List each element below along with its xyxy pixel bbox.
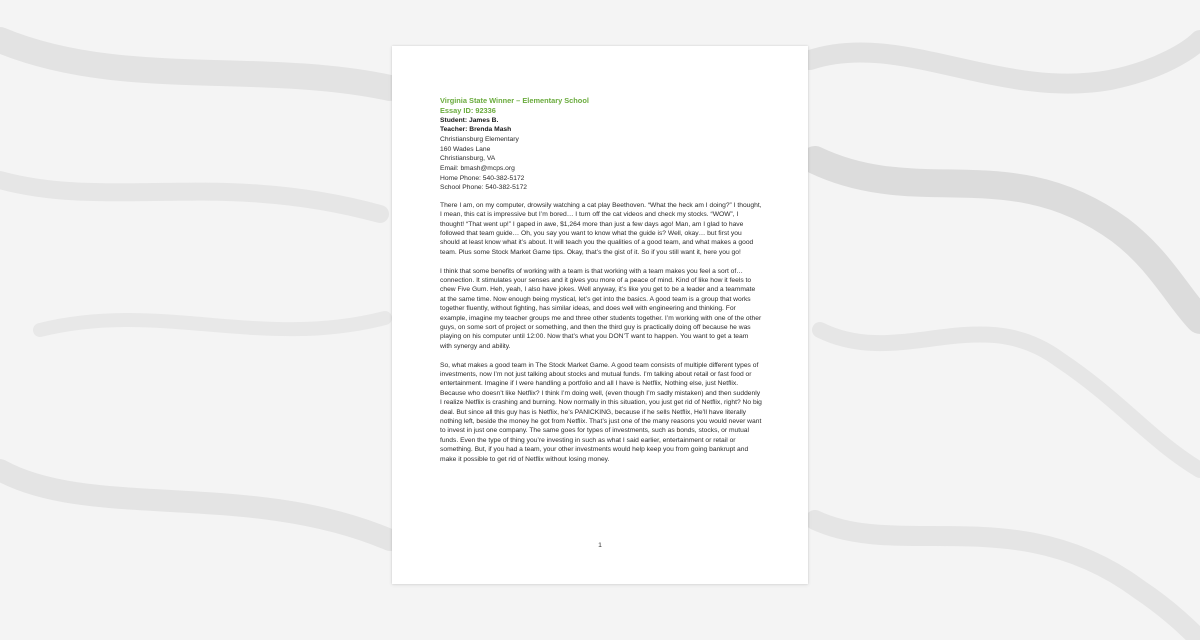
student-name: Student: James B.	[440, 116, 499, 124]
home-phone: Home Phone: 540-382-5172	[440, 174, 525, 182]
address-city: Christiansburg, VA	[440, 155, 496, 163]
page-number: 1	[598, 542, 602, 549]
document-page	[392, 46, 808, 584]
essay-id: Essay ID: 92336	[440, 105, 496, 115]
school-name: Christiansburg Elementary	[440, 136, 519, 144]
paragraph-1: There I am, on my computer, drowsily watching a cat play Beethoven. “What the heck am I doing?” I thought, I mean, this cat is impressive but I’m bored… I turn off the cat videos and check my stocks. “WOW”, I thought! “That went up!” I gaped in awe, $1,264 more than just a few days ago! Man, am I glad to have followed that team guide… Oh, you say you want to know what the guide is? Well, okay… but first you should at least know what it’s about. It will teach you the qualities of a good team, and what makes a good team. Plus some Stock Market Game tips. Okay, that’s the gist of it. So if you still want it, here you go!	[440, 201, 762, 256]
school-phone: School Phone: 540-382-5172	[440, 184, 528, 192]
address-street: 160 Wades Lane	[440, 145, 491, 153]
teacher-name: Teacher: Brenda Mash	[440, 126, 512, 134]
document-body	[440, 96, 762, 473]
email: Email: bmash@mcps.org	[440, 164, 515, 172]
header-spacer	[440, 193, 762, 201]
paragraph-3: So, what makes a good team in The Stock Market Game. A good team consists of multiple different types of investments, now I’m not just talking about stocks and mutual funds. I’m talking about retail or fast food or entertainment. Imagine if I were handling a portfolio and all I have is Netflix, Nothing else, just Netflix. Because who doesn’t like Netflix? I think I’m doing well, (even though I’m sadly mistaken) and then suddenly I realize Netflix is crashing and burning. Now normally in this situation, you just get rid of Netflix, right? No big deal. But since all this guy has is Netflix, he’s PANICKING, because if he sells Netflix, He’ll have literally nothing left, beside the money he got from Netflix. That’s just one of the many reasons you would never want to invest in just one company. The same goes for types of investments, such as bonds, stocks, or mutual funds. Even the type of thing you’re investing in such as what I said earlier, entertainment or retail or something. But, if you had a team, your other investments would help keep you from going bankrupt and make it possible to get rid of Netflix without losing money.	[440, 361, 762, 463]
essay-title: Virginia State Winner – Elementary School	[440, 96, 589, 105]
paragraph-2: I think that some benefits of working with a team is that working with a team makes you feel a sort of…connection. It stimulates your senses and it gives you more of a peace of mind. Kind of like how it feels to chew Five Gum. Heh, yeah, I also have jokes. Well anyway, it’s like you get to be a leader and a teammate at the same time. Now enough being mystical, let’s get into the basics. A good team is a group that works together fluently, without fighting, has similar ideas, and does well with engineering and thinking. For example, imagine my teacher groups me and three other students together. I’m working with one of the other guys, on some sort of project or something, and then the third guy is practically doing off because he was playing on his computer until 12:00. Now that’s what you DON’T want to happen. You want to get a team with synergy and ability.	[440, 267, 762, 350]
